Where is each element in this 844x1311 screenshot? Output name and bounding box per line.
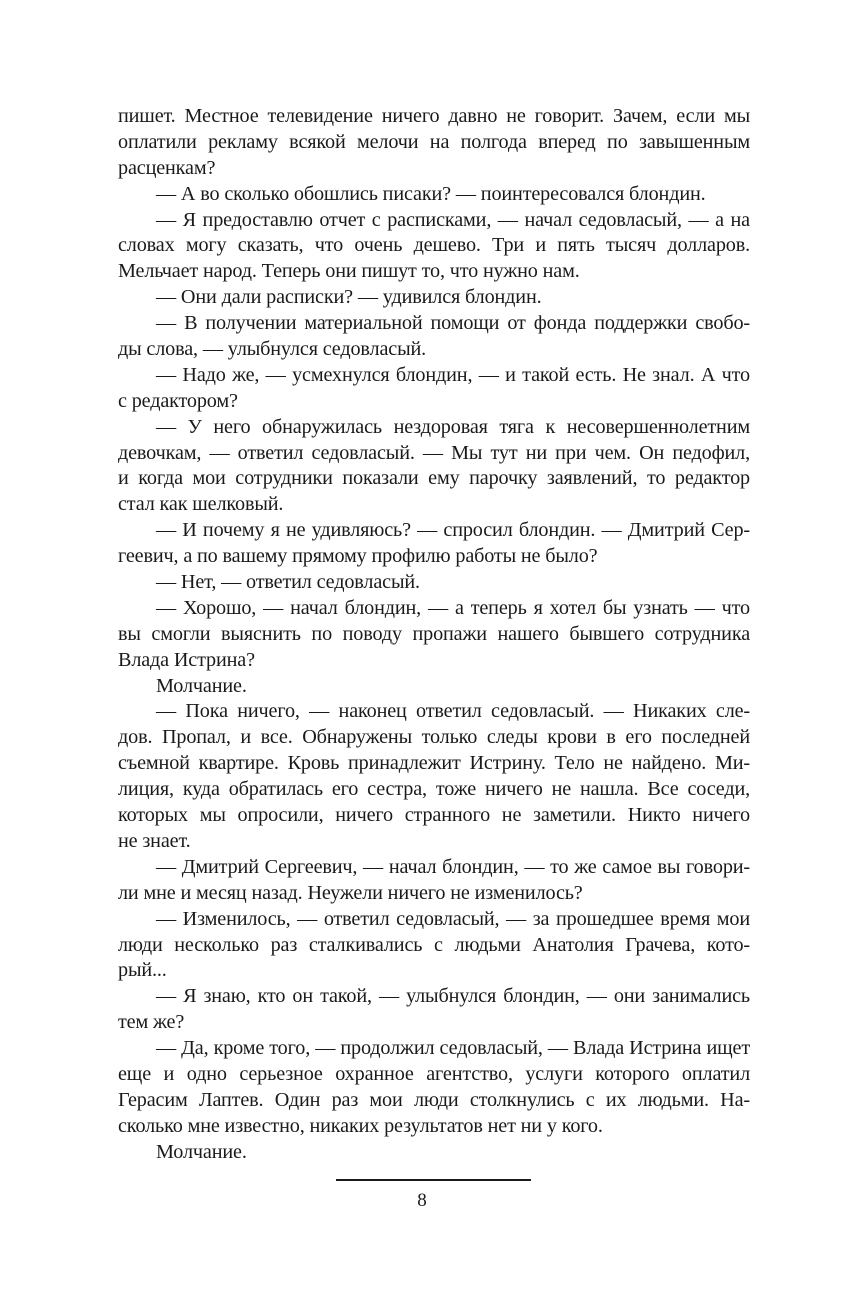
text-line: лиция, куда обратилась его сестра, тоже ничего не нашла. Все соседи, xyxy=(118,778,750,801)
text-line: Влада Истрина? xyxy=(118,648,255,671)
text-line: — Я знаю, кто он такой, — улыбнулся блондин, — они занимались xyxy=(156,985,750,1008)
text-line: — Хорошо, — начал блондин, — а теперь я хотел бы узнать — что xyxy=(156,596,750,619)
text-line: Молчание. xyxy=(156,674,247,697)
text-line: оплатили рекламу всякой мелочи на полгода вперед по завышенным xyxy=(118,130,750,153)
text-line: — У него обнаружилась нездоровая тяга к несовершеннолетним xyxy=(156,415,750,438)
text-line: Герасим Лаптев. Один раз мои люди столкнулись с их людьми. На- xyxy=(118,1088,750,1111)
text-line: пишет. Местное телевидение ничего давно не говорит. Зачем, если мы xyxy=(118,105,750,127)
text-line: рый... xyxy=(118,959,167,982)
text-line: расценкам? xyxy=(118,156,216,179)
text-line: — Надо же, — усмехнулся блондин, — и такой есть. Не знал. А что xyxy=(156,363,750,386)
page-number: 8 xyxy=(417,1190,427,1211)
text-line: геевич, а по вашему прямому профилю работы не было? xyxy=(118,545,598,568)
text-line: — Дмитрий Сергеевич, — начал блондин, — то же самое вы говори- xyxy=(156,855,750,878)
text-line: Мельчает народ. Теперь они пишут то, что нужно нам. xyxy=(118,260,580,283)
text-line: люди несколько раз сталкивались с людьми Анатолия Грачева, кото- xyxy=(118,933,750,956)
text-line: Молчание. xyxy=(156,1140,247,1163)
text-line: — Я предоставлю отчет с расписками, — начал седовласый, — а на xyxy=(156,208,750,231)
text-line: — Изменилось, — ответил седовласый, — за прошедшее время мои xyxy=(156,907,750,930)
text-line: — В получении материальной помощи от фонда поддержки свобо- xyxy=(156,312,750,335)
text-line: дов. Пропал, и все. Обнаружены только следы крови в его последней xyxy=(118,726,750,749)
text-line: — Они дали расписки? — удивился блондин. xyxy=(156,286,542,309)
text-line: — Нет, — ответил седовласый. xyxy=(156,571,420,594)
text-line: ды слова, — улыбнулся седовласый. xyxy=(118,338,427,361)
text-line: девочкам, — ответил седовласый. — Мы тут ни при чем. Он педофил, xyxy=(118,441,750,464)
text-line: тем же? xyxy=(118,1011,185,1034)
text-line: — А во сколько обошлись писаки? — поинтересовался блондин. xyxy=(156,182,706,205)
text-line: съемной квартире. Кровь принадлежит Истрину. Тело не найдено. Ми- xyxy=(118,752,750,775)
text-line: вы смогли выяснить по поводу пропажи нашего бывшего сотрудника xyxy=(118,622,750,645)
text-line: — И почему я не удивляюсь? — спросил блондин. — Дмитрий Сер- xyxy=(156,519,750,542)
text-line: еще и одно серьезное охранное агентство, услуги которого оплатил xyxy=(118,1062,750,1085)
text-line: стал как шелковый. xyxy=(118,493,284,516)
text-line: не знает. xyxy=(118,829,191,852)
text-line: — Пока ничего, — наконец ответил седовласый. — Никаких сле- xyxy=(156,700,750,723)
text-line: — Да, кроме того, — продолжил седовласый, — Влада Истрина ищет xyxy=(156,1037,750,1060)
text-line: ли мне и месяц назад. Неужели ничего не изменилось? xyxy=(118,881,583,904)
text-line: и когда мои сотрудники показали ему парочку заявлений, то редактор xyxy=(118,467,750,490)
footer-divider xyxy=(336,1179,531,1181)
text-line: с редактором? xyxy=(118,389,238,412)
text-line: словах могу сказать, что очень дешево. Три и пять тысяч долларов. xyxy=(118,234,750,257)
text-line: которых мы опросили, ничего странного не заметили. Никто ничего xyxy=(118,804,750,827)
page-body-text xyxy=(118,104,750,1166)
text-line: сколько мне известно, никаких результатов нет ни у кого. xyxy=(118,1114,603,1137)
